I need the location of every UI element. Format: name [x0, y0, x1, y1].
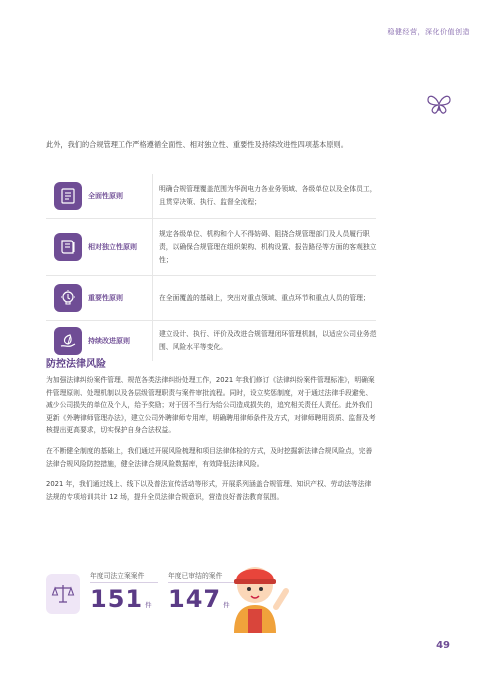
principle-desc: 明确合规管理覆盖范围为华润电力各业务领域、各级单位以及全体员工，且贯穿决策、执行、监督全流程；	[152, 174, 379, 218]
principle-name: 全面性原则	[88, 192, 123, 200]
principle-name: 持续改进原则	[88, 337, 130, 345]
stat-unit: 件	[223, 601, 230, 609]
principle-desc: 规定各级单位、机构和个人不得妨碍、阻挠合规管理部门及人员履行职责，以确保合规管理在组织架构、机构设置、报告路径等方面的客观独立性；	[152, 219, 379, 275]
scales-of-justice-icon	[51, 582, 75, 606]
document-list-icon	[59, 187, 77, 205]
header-tagline: 稳健经营，深化价值创造	[387, 28, 470, 36]
body-paragraph: 2021 年，我们通过线上、线下以及普法宣传活动等形式，开展系列涵盖合规管理、知识产权、劳动法等法律法规的专项培训共计 12 场，提升全员法律合规意识，营造良好普法教育氛围。	[46, 480, 372, 501]
stat-value: 147	[168, 585, 222, 613]
intro-paragraph: 此外，我们的合规管理工作严格遵循全面性、相对独立性、重要性及持续改进性四项基本原则。	[46, 140, 348, 149]
principle-row	[46, 174, 376, 218]
principle-name: 重要性原则	[88, 294, 123, 302]
principle-name: 相对独立性原则	[88, 243, 137, 251]
principle-desc: 建立设计、执行、评价及改进合规管理闭环管理机制，以适应公司业务范围、风险水平等变化。	[152, 321, 379, 361]
principle-row	[46, 218, 376, 275]
stat-value: 151	[90, 585, 144, 613]
stat-label: 年度已审结的案件	[168, 570, 236, 583]
principle-desc: 在全面覆盖的基础上，突出对重点领域、重点环节和重点人员的管理；	[152, 276, 379, 320]
body-paragraph: 为加强法律纠纷案件管理、规范各类法律纠纷处理工作，2021 年我们修订《法律纠纷案件管理标准》，明确案件管理原则、处理机制以及各层级管理职责与案件审批流程。同时，设立奖惩制度，对于通过法律手段避免、减少公司损失的单位及个人，给予奖励；对于因不当行为给公司造成损失的，追究相关责任人责任。此外我们更新《外聘律师管理办法》，建立公司外聘律师专用库，明确聘用律师条件及方式，对律师聘用资质、监督及考核提出更高要求，切实保护自身合法权益。	[46, 376, 376, 435]
stat-unit: 件	[145, 601, 152, 609]
principle-row	[46, 275, 376, 320]
section-title: 防控法律风险	[46, 359, 106, 370]
stat-label: 年度司法立案案件	[90, 570, 158, 583]
butterfly-icon	[426, 93, 452, 115]
principles-table	[46, 174, 376, 361]
leaf-hand-icon	[59, 332, 77, 350]
lightbulb-gear-icon	[59, 289, 77, 307]
body-paragraph: 在不断健全制度的基础上，我们通过开展风险梳理和项目法律体检的方式，及时挖掘新法律合规风险点，完善法律合规风险防控措施，健全法律合规风险数据库，有效降低法律风险。	[46, 446, 373, 468]
book-icon	[59, 238, 77, 256]
section-body	[46, 374, 376, 511]
stat-filed-cases	[90, 570, 158, 615]
page-header	[0, 0, 500, 70]
mascot-illustration	[212, 547, 298, 633]
page-number: 49	[436, 640, 450, 651]
